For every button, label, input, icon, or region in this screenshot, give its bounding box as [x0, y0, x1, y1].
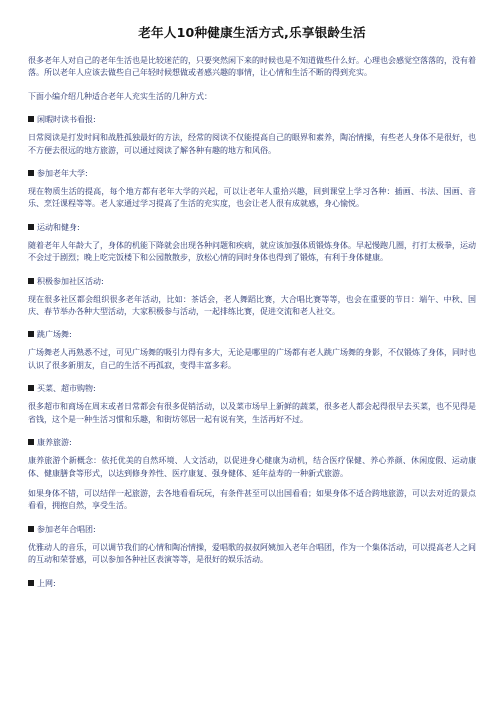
section-heading-text: 跳广场舞: [37, 330, 72, 340]
square-bullet-icon [28, 170, 34, 176]
section-block [28, 168, 476, 211]
section-heading [28, 276, 476, 288]
section-block [28, 383, 476, 426]
section-heading-text: 买菜、超市购物: [37, 384, 96, 394]
section-heading [28, 222, 476, 234]
page-title: 老年人10种健康生活方式,乐享银龄生活 [138, 25, 366, 40]
lead-block [28, 91, 476, 103]
section-block [28, 222, 476, 265]
square-bullet-icon [28, 331, 34, 337]
section-paragraph: 康养旅游个新概念：依托优美的自然环境、人文活动，以促进身心健康为动机，结合医疗保健、养心养颜、休闲度假、运动康体、健康膳食等形式，以达到修身养性、医疗康复、强身健体、延年益寿的一种新式旅游。 [28, 456, 476, 478]
section-paragraph: 日常阅读是打发时间和战胜孤独最好的方法，经常的阅读不仅能提高自己的眼界和素养，陶冶情操，有些老人身体不是很好，也不方便去很远的地方旅游，可以通过阅读了解各种有趣的地方和风俗。 [28, 133, 476, 155]
section-block [28, 276, 476, 319]
section-block [28, 114, 476, 157]
section-block [28, 437, 476, 513]
section-heading [28, 524, 476, 536]
intro-paragraph: 很多老年人对自己的老年生活也是比较迷茫的，只要突然闲下来的时候也是不知道做些什么好。心理也会感觉空落落的，没有着落。所以老年人应该去做些自己年轻时候想做或者感兴趣的事情，让心情和生活不断的得到充实。 [28, 56, 476, 78]
sections-container [28, 114, 476, 589]
square-bullet-icon [28, 526, 34, 532]
section-heading [28, 114, 476, 126]
section-heading [28, 383, 476, 395]
section-paragraph: 很多超市和商场在周末或者日常都会有很多促销活动，以及菜市场早上新鲜的蔬菜，很多老人都会起得很早去买菜，也不见得是省钱，这个是一种生活习惯和乐趣，和街坊邻居一起有说有笑，生活再好不过。 [28, 402, 476, 424]
square-bullet-icon [28, 224, 34, 230]
square-bullet-icon [28, 385, 34, 391]
square-bullet-icon [28, 278, 34, 284]
section-heading [28, 329, 476, 341]
section-heading-text: 参加老年合唱团: [37, 524, 96, 534]
square-bullet-icon [28, 439, 34, 445]
section-heading-text: 积极参加社区活动: [37, 276, 104, 286]
section-heading-text: 参加老年大学: [37, 169, 88, 179]
section-paragraph: 广场舞老人再熟悉不过，可见广场舞的吸引力得有多大，无论是哪里的广场都有老人跳广场舞的身影，不仅锻炼了身体，同时也认识了很多新朋友，自己的生活不再孤寂，变得丰富多彩。 [28, 348, 476, 370]
section-block [28, 329, 476, 372]
section-heading-text: 上网: [37, 578, 56, 588]
section-heading [28, 578, 476, 590]
section-block [28, 524, 476, 567]
square-bullet-icon [28, 580, 34, 586]
section-paragraph: 优雅动人的音乐，可以调节我们的心情和陶冶情操，爱唱歌的叔叔阿姨加入老年合唱团，作为一个集体活动，可以提高老人之间的互动和荣誉感，可以参加各种社区表演等等，是很好的娱乐活动。 [28, 542, 476, 565]
intro-block [28, 55, 476, 80]
section-paragraph: 现在很多社区都会组织很多老年活动，比如：茶话会，老人舞蹈比赛，大合唱比赛等等，也会在重要的节日：端午、中秋、国庆、春节举办各种大型活动，大家积极参与活动，一起排练比赛，促进交流和老人社交。 [28, 294, 476, 317]
section-heading-text: 运动和健身: [37, 222, 80, 232]
section-block [28, 578, 476, 590]
section-heading-text: 康养旅游: [37, 438, 72, 448]
square-bullet-icon [28, 116, 34, 122]
lead-paragraph: 下面小编介绍几种适合老年人充实生活的几种方式： [28, 91, 212, 101]
section-paragraph: 如果身体不错，可以结伴一起旅游，去各地看看玩玩，有条件甚至可以出国看看；如果身体不适合跨地旅游，可以去对近的景点看看，拥抱自然，享受生活。 [28, 488, 476, 511]
section-heading [28, 437, 476, 449]
section-heading-text: 闲暇时读书看报: [37, 115, 96, 125]
section-paragraph: 现在物质生活的提高，每个地方都有老年大学的兴起，可以让老年人重拾兴趣，回到课堂上学习各种：插画、书法、国画、音乐、烹饪课程等等。老人家通过学习提高了生活的充实度，也会让老人很有成就感，身心愉悦。 [28, 187, 476, 209]
section-heading [28, 168, 476, 180]
section-paragraph: 随着老年人年龄大了，身体的机能下降就会出现各种问题和疾病，就应该加强体质锻炼身体。早起慢跑几圈，打打太极拳，运动不会过于剧烈；晚上吃完饭楼下和公园散散步，放松心情的同时身体也得到了锻炼，有利于身体健康。 [28, 240, 476, 263]
